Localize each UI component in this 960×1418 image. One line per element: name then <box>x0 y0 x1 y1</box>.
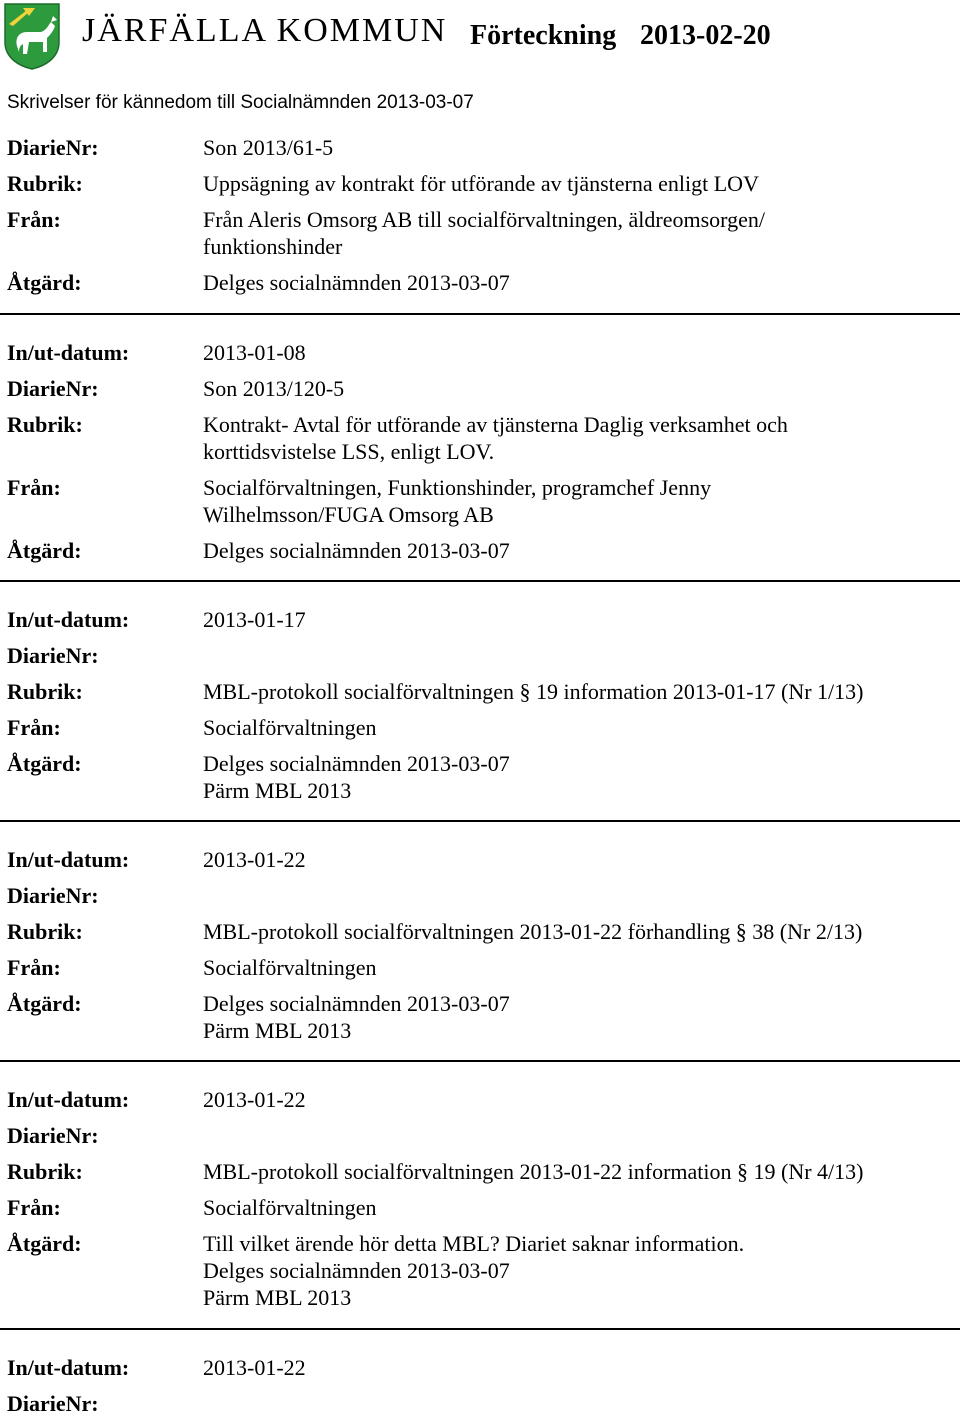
diarie-label: DiarieNr: <box>7 135 99 160</box>
atgard-line: Pärm MBL 2013 <box>203 778 352 803</box>
fran-line: Socialförvaltningen, Funktionshinder, programchef Jenny <box>203 475 712 500</box>
atgard-line: Delges socialnämnden 2013-03-07 <box>203 270 510 295</box>
rubrik-label: Rubrik: <box>7 679 83 704</box>
date-value: 2013-01-22 <box>203 1355 306 1380</box>
entry-divider <box>0 313 960 315</box>
diarie-label: DiarieNr: <box>7 883 99 908</box>
entry-divider <box>0 580 960 582</box>
fran-value <box>203 474 953 528</box>
rubrik-label: Rubrik: <box>7 171 83 196</box>
atgard-label: Åtgärd: <box>7 991 82 1016</box>
atgard-line: Till vilket ärende hör detta MBL? Diariet saknar information. <box>203 1231 745 1256</box>
diarie-label: DiarieNr: <box>7 376 99 401</box>
rubrik-line: Kontrakt- Avtal för utförande av tjänsterna Daglig verksamhet och <box>203 412 788 437</box>
entry-divider <box>0 1060 960 1062</box>
diarie-value: Son 2013/120-5 <box>203 376 345 401</box>
fran-line: Från Aleris Omsorg AB till socialförvaltningen, äldreomsorgen/ <box>203 207 765 232</box>
fran-label: Från: <box>7 955 61 980</box>
fran-label: Från: <box>7 207 61 232</box>
atgard-label: Åtgärd: <box>7 1231 82 1256</box>
fran-label: Från: <box>7 1195 61 1220</box>
diarie-label: DiarieNr: <box>7 643 99 668</box>
date-label: In/ut-datum: <box>7 1355 130 1380</box>
fran-label: Från: <box>7 475 61 500</box>
rubrik-value: MBL-protokoll socialförvaltningen § 19 information 2013-01-17 (Nr 1/13) <box>203 679 864 704</box>
jarfalla-coat-of-arms-icon <box>3 2 61 70</box>
fran-value <box>203 206 953 260</box>
atgard-line: Delges socialnämnden 2013-03-07 <box>203 991 510 1016</box>
atgard-line: Delges socialnämnden 2013-03-07 <box>203 538 510 563</box>
date-value: 2013-01-08 <box>203 340 306 365</box>
date-label: In/ut-datum: <box>7 1087 130 1112</box>
date-label: In/ut-datum: <box>7 847 130 872</box>
rubrik-value <box>203 411 953 465</box>
rubrik-label: Rubrik: <box>7 919 83 944</box>
diarie-label: DiarieNr: <box>7 1123 99 1148</box>
rubrik-value: MBL-protokoll socialförvaltningen 2013-01-22 förhandling § 38 (Nr 2/13) <box>203 919 863 944</box>
fran-value: Socialförvaltningen <box>203 1195 377 1220</box>
fran-line: funktionshinder <box>203 234 343 259</box>
document-type: Förteckning <box>470 20 617 51</box>
diarie-label: DiarieNr: <box>7 1391 99 1416</box>
entry-divider <box>0 820 960 822</box>
date-label: In/ut-datum: <box>7 340 130 365</box>
date-value: 2013-01-17 <box>203 607 306 632</box>
atgard-label: Åtgärd: <box>7 270 82 295</box>
atgard-label: Åtgärd: <box>7 538 82 563</box>
atgard-line: Pärm MBL 2013 <box>203 1285 352 1310</box>
atgard-value <box>203 537 953 564</box>
atgard-line: Delges socialnämnden 2013-03-07 <box>203 751 510 776</box>
atgard-label: Åtgärd: <box>7 751 82 776</box>
fran-line: Wilhelmsson/FUGA Omsorg AB <box>203 502 494 527</box>
rubrik-line: korttidsvistelse LSS, enligt LOV. <box>203 439 495 464</box>
fran-value: Socialförvaltningen <box>203 955 377 980</box>
document-date: 2013-02-20 <box>640 20 771 51</box>
organization-name: JÄRFÄLLA KOMMUN <box>82 12 448 49</box>
date-value: 2013-01-22 <box>203 1087 306 1112</box>
rubrik-value: MBL-protokoll socialförvaltningen 2013-01-22 information § 19 (Nr 4/13) <box>203 1159 864 1184</box>
document-subtitle: Skrivelser för kännedom till Socialnämnden 2013-03-07 <box>7 92 474 113</box>
atgard-value <box>203 1230 953 1311</box>
date-label: In/ut-datum: <box>7 607 130 632</box>
atgard-value <box>203 269 953 296</box>
document-header <box>0 0 960 75</box>
rubrik-value: Uppsägning av kontrakt för utförande av tjänsterna enligt LOV <box>203 171 759 196</box>
atgard-value <box>203 750 953 804</box>
atgard-line: Delges socialnämnden 2013-03-07 <box>203 1258 510 1283</box>
date-value: 2013-01-22 <box>203 847 306 872</box>
diarie-value: Son 2013/61-5 <box>203 135 334 160</box>
entry-divider <box>0 1328 960 1330</box>
atgard-line: Pärm MBL 2013 <box>203 1018 352 1043</box>
atgard-value <box>203 990 953 1044</box>
rubrik-label: Rubrik: <box>7 412 83 437</box>
fran-value: Socialförvaltningen <box>203 715 377 740</box>
rubrik-label: Rubrik: <box>7 1159 83 1184</box>
fran-label: Från: <box>7 715 61 740</box>
